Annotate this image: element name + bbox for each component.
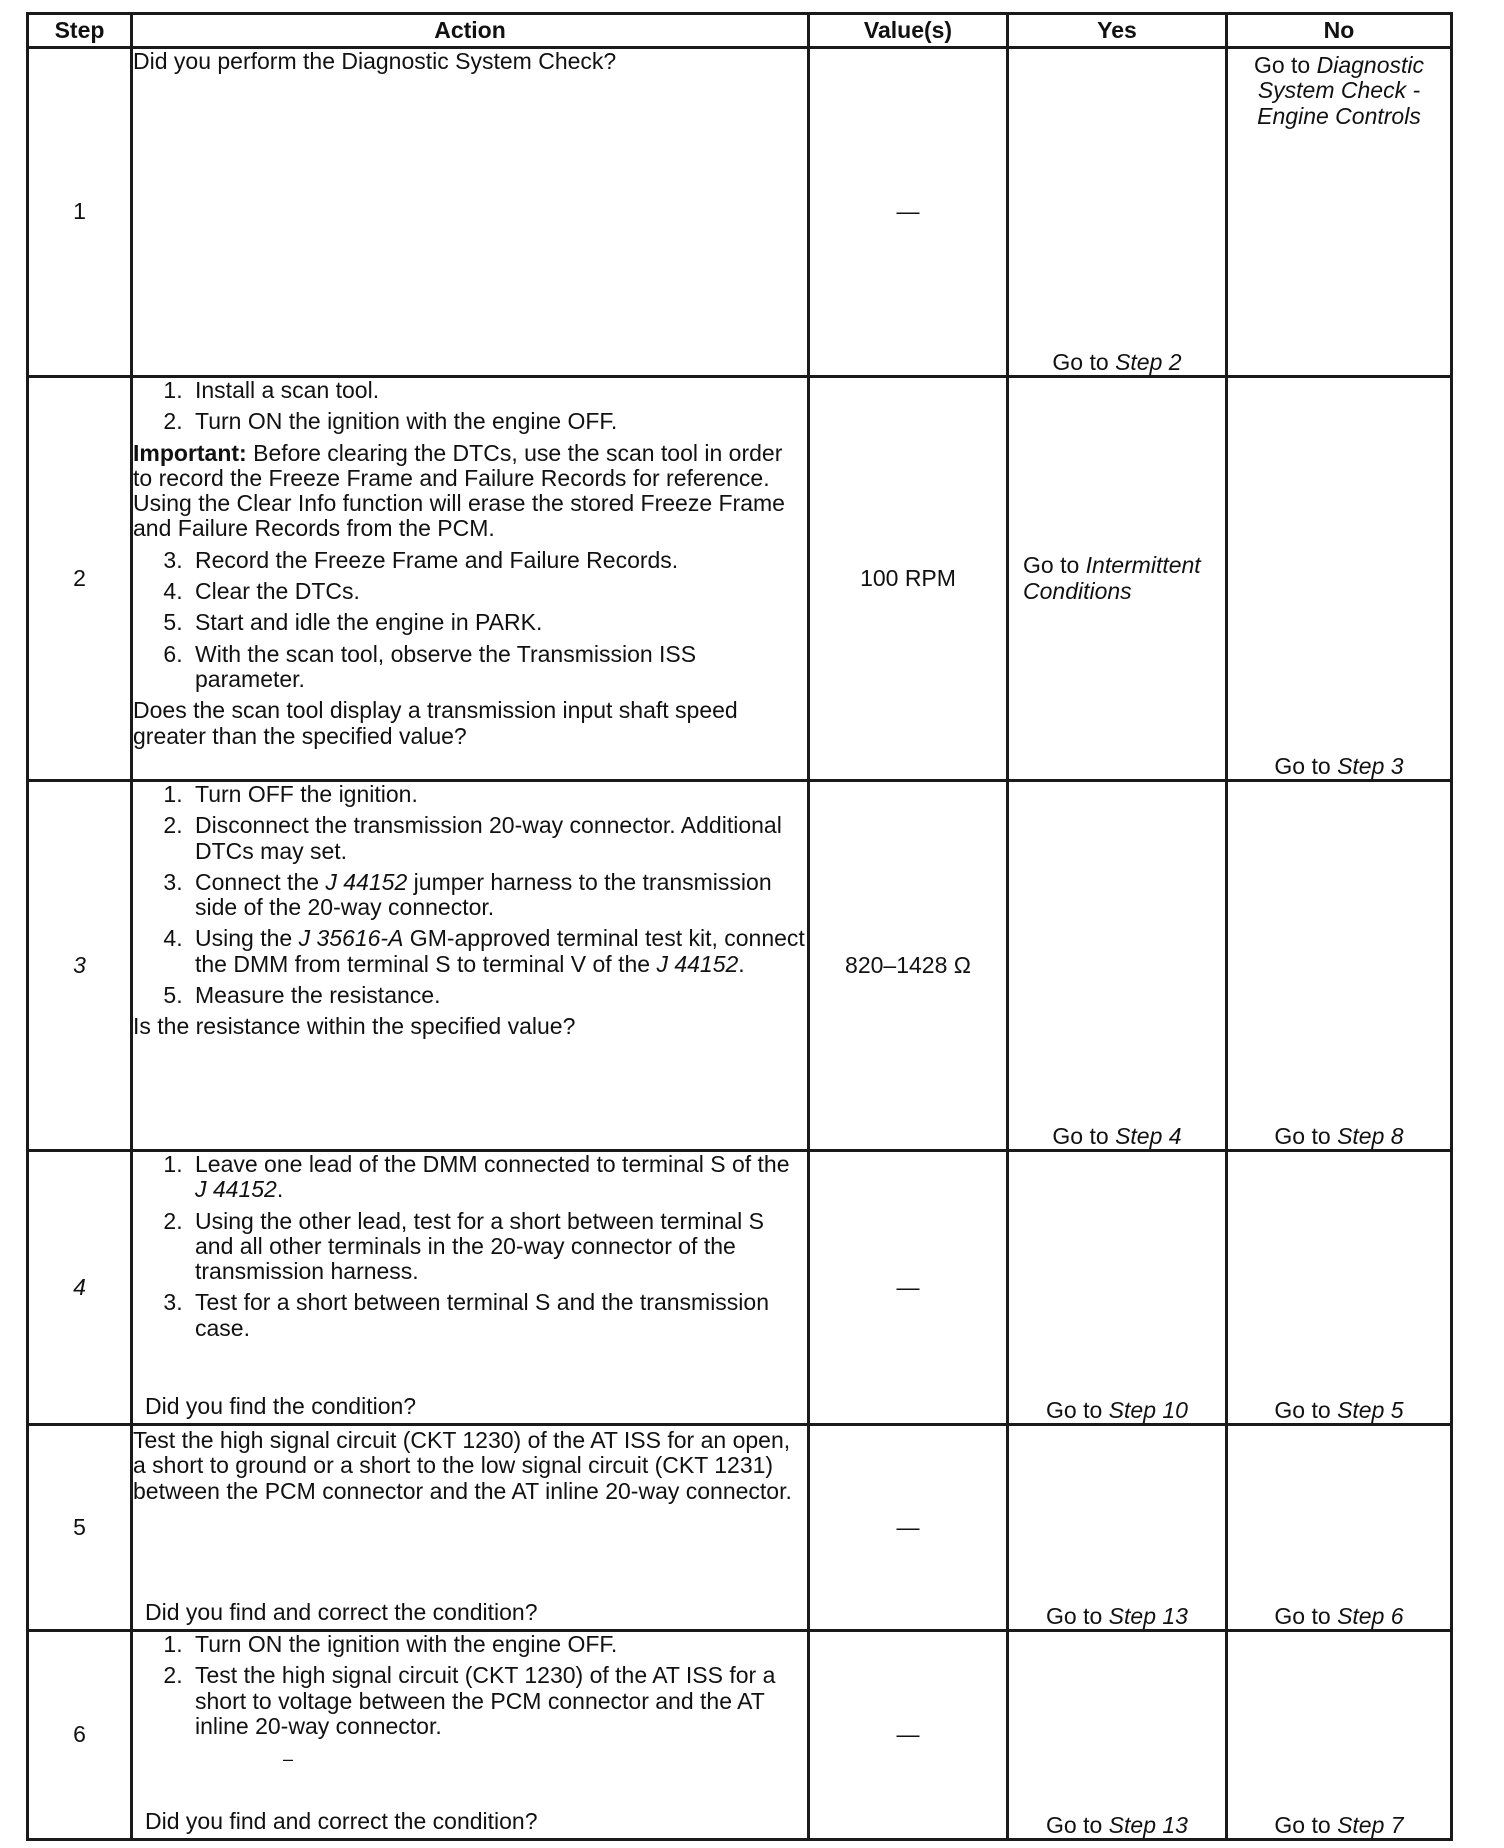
action-cell: [132, 781, 809, 1151]
table-row: [28, 377, 1452, 781]
action-list: [133, 548, 807, 692]
item-text: jumper harness to the transmission side of the 20-way connector.: [195, 868, 772, 921]
action-item: 2. Test the high signal circuit (CKT 1230) of the AT ISS for a short to voltage between the PCM connector and the AT inline 20-way connector.: [189, 1663, 807, 1739]
header-row: [28, 14, 1452, 48]
goto-link[interactable]: Step 3: [1337, 752, 1404, 779]
value-cell: 100 RPM: [809, 377, 1008, 781]
goto-link[interactable]: Diagnostic System Check - Engine Controls: [1257, 52, 1425, 129]
action-item: 5. Start and idle the engine in PARK.: [189, 610, 807, 635]
goto-prefix: Go to: [1052, 1122, 1116, 1149]
action-item: 2. Using the other lead, test for a short between terminal S and all other terminals in the 20-way connector of the transmission harness.: [189, 1209, 807, 1285]
action-list: [133, 378, 807, 435]
goto-link[interactable]: Step 4: [1115, 1122, 1182, 1149]
goto-link[interactable]: Step 7: [1337, 1811, 1404, 1838]
action-item: 2. Turn ON the ignition with the engine OFF.: [189, 409, 807, 434]
step-number: 3: [28, 781, 132, 1151]
goto-link[interactable]: Step 13: [1108, 1602, 1188, 1629]
item-text: Leave one lead of the DMM connected to terminal S of the: [195, 1151, 790, 1177]
action-list: [133, 1152, 807, 1341]
yes-cell: [1008, 48, 1227, 377]
action-question: Did you perform the Diagnostic System Check?: [133, 48, 617, 74]
goto-prefix: Go to: [1274, 1396, 1338, 1423]
item-text: GM-approved terminal test kit, connect the DMM from terminal S to terminal V of the: [195, 925, 805, 977]
header-step: Step: [28, 14, 132, 48]
action-item: 1. Turn ON the ignition with the engine OFF.: [189, 1632, 807, 1657]
header-yes: Yes: [1008, 14, 1227, 48]
action-item: 6. With the scan tool, observe the Transmission ISS parameter.: [189, 642, 807, 693]
goto-link[interactable]: Step 2: [1115, 348, 1182, 375]
action-question: Is the resistance within the specified value?: [133, 1013, 576, 1040]
tool-name: J 35616-A: [298, 925, 404, 952]
action-cell: [132, 48, 809, 377]
important-label: Important:: [133, 439, 247, 466]
goto-prefix: Go to: [1274, 1122, 1338, 1149]
action-item: [189, 870, 807, 921]
table-row: [28, 1631, 1452, 1840]
header-no: No: [1227, 14, 1452, 48]
no-cell: [1227, 1425, 1452, 1631]
goto-link[interactable]: Step 6: [1337, 1602, 1404, 1629]
stray-mark: –: [283, 1749, 294, 1770]
action-item: [189, 1152, 807, 1203]
tool-name: J 44152: [325, 868, 408, 895]
yes-cell: [1008, 377, 1227, 781]
action-cell: [132, 1631, 809, 1840]
action-item: 2. Disconnect the transmission 20-way connector. Additional DTCs may set.: [189, 813, 807, 864]
table-row: [28, 48, 1452, 377]
action-text: Test the high signal circuit (CKT 1230) of the AT ISS for an open, a short to ground or a short to the low signal circuit (CKT 1231) between the PCM connector and the AT inline 20-way connector.: [133, 1427, 792, 1504]
action-item: 1. Install a scan tool.: [189, 378, 807, 403]
goto-prefix: Go to: [1274, 752, 1338, 779]
action-cell: [132, 377, 809, 781]
yes-cell: [1008, 1631, 1227, 1840]
action-question: Does the scan tool display a transmission input shaft speed greater than the specified value?: [133, 697, 738, 749]
action-item: 1. Turn OFF the ignition.: [189, 782, 807, 807]
goto-prefix: Go to: [1274, 1602, 1338, 1629]
action-item: [189, 926, 807, 977]
no-cell: [1227, 781, 1452, 1151]
value-cell: —: [809, 48, 1008, 377]
no-cell: [1227, 1151, 1452, 1425]
goto-prefix: Go to: [1274, 1811, 1338, 1838]
step-number: 1: [28, 48, 132, 377]
action-item: 5. Measure the resistance.: [189, 983, 807, 1008]
goto-link[interactable]: Step 10: [1108, 1396, 1188, 1423]
action-list: [133, 1632, 807, 1739]
action-item: 3. Record the Freeze Frame and Failure Records.: [189, 548, 807, 573]
table-row: [28, 1425, 1452, 1631]
goto-link[interactable]: Step 8: [1337, 1122, 1404, 1149]
goto-link[interactable]: Intermittent Conditions: [1023, 552, 1201, 604]
yes-cell: [1008, 781, 1227, 1151]
no-cell: [1227, 377, 1452, 781]
step-number: 4: [28, 1151, 132, 1425]
table-row: [28, 1151, 1452, 1425]
header-action: Action: [132, 14, 809, 48]
item-text: .: [738, 950, 745, 977]
header-values: Value(s): [809, 14, 1008, 48]
action-question: Did you find and correct the condition?: [145, 1598, 538, 1625]
diagnostic-table: [26, 12, 1453, 1841]
goto-prefix: Go to: [1023, 552, 1086, 579]
action-item: 3. Test for a short between terminal S and the transmission case.: [189, 1290, 807, 1341]
important-note: [133, 441, 807, 542]
goto-prefix: Go to: [1046, 1602, 1109, 1629]
action-cell: [132, 1425, 809, 1631]
yes-cell: [1008, 1425, 1227, 1631]
step-number: 5: [28, 1425, 132, 1631]
goto-prefix: Go to: [1253, 52, 1317, 78]
action-question: Did you find and correct the condition?: [145, 1807, 538, 1834]
item-text: Connect the: [195, 868, 326, 895]
goto-prefix: Go to: [1046, 1811, 1109, 1838]
tool-name: J 44152: [656, 950, 739, 977]
tool-name: J 44152: [195, 1176, 277, 1203]
goto-link[interactable]: Step 5: [1337, 1396, 1404, 1423]
value-cell: 820–1428 Ω: [809, 781, 1008, 1151]
no-cell: [1227, 1631, 1452, 1840]
important-text: Before clearing the DTCs, use the scan tool in order to record the Freeze Frame and Failure Records for reference. Using the Clear Info function will erase the stored Freeze Frame and Failure Records from the PCM.: [133, 439, 785, 542]
step-number: 2: [28, 377, 132, 781]
value-cell: —: [809, 1151, 1008, 1425]
action-list: [133, 782, 807, 1008]
value-cell: —: [809, 1631, 1008, 1840]
no-cell: [1227, 48, 1452, 377]
item-text: Using the: [195, 925, 299, 952]
action-cell: [132, 1151, 809, 1425]
item-text: .: [276, 1176, 284, 1203]
value-cell: —: [809, 1425, 1008, 1631]
goto-prefix: Go to: [1046, 1396, 1109, 1423]
goto-prefix: Go to: [1052, 348, 1116, 375]
table-row: [28, 781, 1452, 1151]
step-number: 6: [28, 1631, 132, 1840]
goto-link[interactable]: Step 13: [1108, 1811, 1188, 1838]
action-item: 4. Clear the DTCs.: [189, 579, 807, 604]
yes-cell: [1008, 1151, 1227, 1425]
action-question: Did you find the condition?: [145, 1392, 417, 1419]
